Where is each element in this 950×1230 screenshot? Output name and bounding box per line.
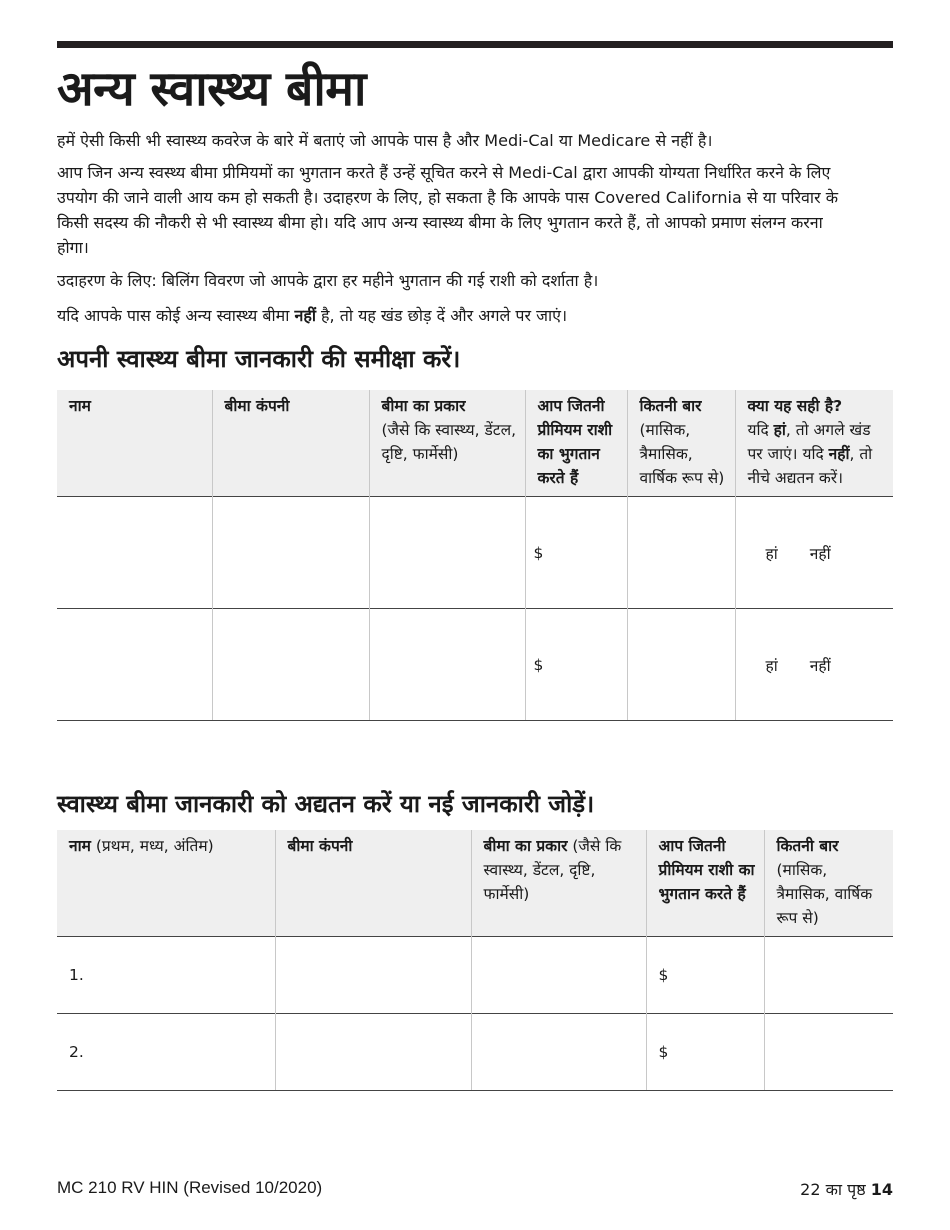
type-field[interactable] <box>471 1014 646 1091</box>
premium-field[interactable]: $ <box>525 609 627 721</box>
review-table <box>57 390 893 721</box>
col-company-header: बीमा कंपनी <box>275 830 471 937</box>
correct-choice <box>735 609 893 721</box>
frequency-field[interactable] <box>764 1014 893 1091</box>
update-table <box>57 830 893 1091</box>
update-table-header <box>57 830 893 937</box>
review-table-header <box>57 390 893 497</box>
company-field[interactable] <box>275 1014 471 1091</box>
premium-field[interactable]: $ <box>646 937 764 1014</box>
premium-field[interactable]: $ <box>646 1014 764 1091</box>
company-field[interactable] <box>212 497 369 609</box>
correct-choice <box>735 497 893 609</box>
header-rule <box>57 41 893 48</box>
review-heading: अपनी स्वास्थ्य बीमा जानकारी की समीक्षा करें। <box>57 345 461 373</box>
form-id: MC 210 RV HIN (Revised 10/2020) <box>57 1178 323 1197</box>
page-number: 22 का पृष्ठ 14 <box>800 1180 893 1199</box>
frequency-field[interactable] <box>627 497 735 609</box>
name-field[interactable]: 2. <box>57 1014 275 1091</box>
col-frequency-header: कितनी बार (मासिक, त्रैमासिक, वार्षिक रूप से) <box>764 830 893 937</box>
type-field[interactable] <box>369 609 525 721</box>
update-heading: स्वास्थ्य बीमा जानकारी को अद्यतन करें या नई जानकारी जोड़ें। <box>57 790 595 818</box>
yes-option[interactable]: हां <box>765 544 778 563</box>
table-row <box>57 1014 893 1091</box>
col-premium-header: आप जितनी प्रीमियम राशी का भुगतान करते हैं <box>646 830 764 937</box>
col-name-header: नाम (प्रथम, मध्य, अंतिम) <box>57 830 275 937</box>
table-row <box>57 497 893 609</box>
yes-option[interactable]: हां <box>765 656 778 675</box>
col-name-header: नाम <box>57 390 212 497</box>
no-option[interactable]: नहीं <box>809 656 831 675</box>
no-option[interactable]: नहीं <box>809 544 831 563</box>
company-field[interactable] <box>212 609 369 721</box>
intro-paragraph-4: यदि आपके पास कोई अन्य स्वास्थ्य बीमा नहीं है, तो यह खंड छोड़ दें और अगले पर जाएं। <box>57 306 568 325</box>
premium-field[interactable]: $ <box>525 497 627 609</box>
page-title: अन्य स्वास्थ्य बीमा <box>57 61 366 117</box>
col-type-header: बीमा का प्रकार (जैसे कि स्वास्थ्य, डेंटल, दृष्टि, फार्मेसी) <box>369 390 525 497</box>
type-field[interactable] <box>369 497 525 609</box>
name-field[interactable]: 1. <box>57 937 275 1014</box>
company-field[interactable] <box>275 937 471 1014</box>
intro-paragraph-3: उदाहरण के लिए: बिलिंग विवरण जो आपके द्वारा हर महीने भुगतान की गई राशी को दर्शाता है। <box>57 271 599 290</box>
table-row <box>57 937 893 1014</box>
col-company-header: बीमा कंपनी <box>212 390 369 497</box>
col-correct-header: क्या यह सही है? यदि हां, तो अगले खंड पर जाएं। यदि नहीं, तो नीचे अद्यतन करें। <box>735 390 893 497</box>
type-field[interactable] <box>471 937 646 1014</box>
frequency-field[interactable] <box>764 937 893 1014</box>
frequency-field[interactable] <box>627 609 735 721</box>
table-row <box>57 609 893 721</box>
col-premium-header: आप जितनी प्रीमियम राशी का भुगतान करते हैं <box>525 390 627 497</box>
col-frequency-header: कितनी बार (मासिक, त्रैमासिक, वार्षिक रूप से) <box>627 390 735 497</box>
name-field[interactable] <box>57 497 212 609</box>
intro-paragraph-1: हमें ऐसी किसी भी स्वास्थ्य कवरेज के बारे में बताएं जो आपके पास है और Medi-Cal या Medicare से नहीं है। <box>57 131 713 150</box>
col-type-header: बीमा का प्रकार (जैसे कि स्वास्थ्य, डेंटल, दृष्टि, फार्मेसी) <box>471 830 646 937</box>
intro-paragraph-2: आप जिन अन्य स्वस्थ्य बीमा प्रीमियमों का भुगतान करते हैं उन्हें सूचित करने से Medi-Cal द्वारा आपकी योग्यता निर्धारित करने के लिए उपयोग की जाने वाली आय कम हो सकती है। उदाहरण के लिए, हो सकता है कि आपके पास Covered California से या परिवार के किसी सदस्य की नौकरी से भी स्वास्थ्य बीमा हो। यदि आप अन्य स्वास्थ्य बीमा के लिए भुगतान करते हैं, तो आपको प्रमाण संलग्न करना होगा। <box>57 163 838 257</box>
name-field[interactable] <box>57 609 212 721</box>
